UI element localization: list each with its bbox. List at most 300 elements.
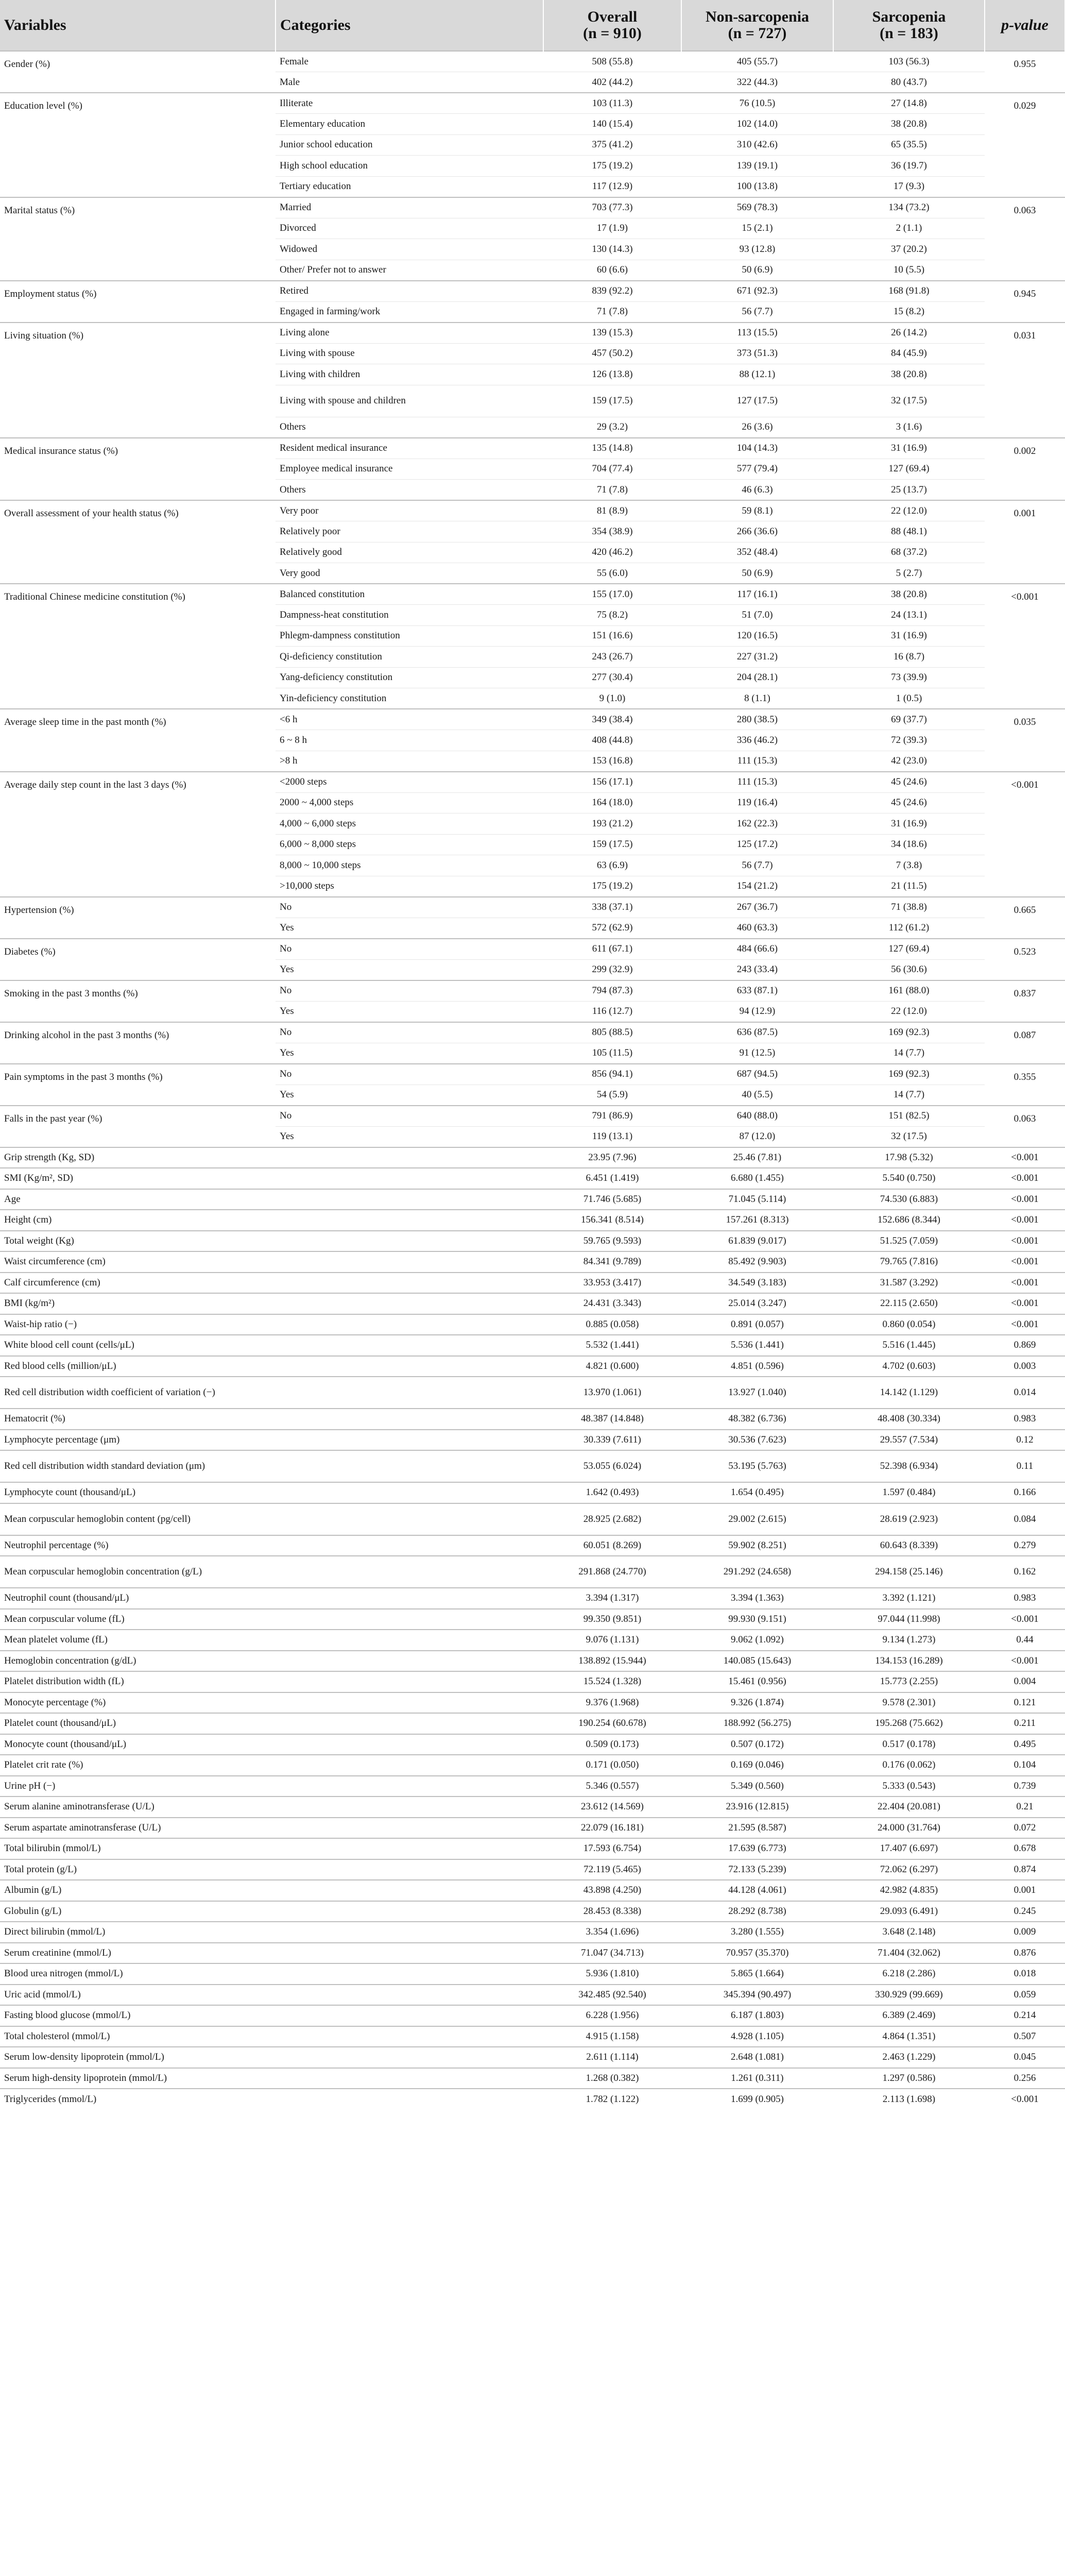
variable-name: Education level (%) (0, 93, 276, 197)
value-overall: 0.509 (0.173) (543, 1734, 681, 1755)
value-sarc: 71.404 (32.062) (833, 1943, 985, 1964)
value-sarc: 32 (17.5) (833, 1126, 985, 1147)
p-value: <0.001 (985, 1314, 1065, 1335)
p-value: <0.001 (985, 584, 1065, 709)
value-non: 48.382 (6.736) (681, 1409, 833, 1430)
value-non: 56 (7.7) (681, 301, 833, 323)
category-label: Others (276, 480, 543, 501)
variable-name: Red cell distribution width standard deviation (μm) (0, 1450, 543, 1482)
value-sarc: 72.062 (6.297) (833, 1859, 985, 1880)
category-label: 8,000 ~ 10,000 steps (276, 855, 543, 876)
value-overall: 156.341 (8.514) (543, 1210, 681, 1231)
value-overall: 13.970 (1.061) (543, 1377, 681, 1409)
value-non: 373 (51.3) (681, 343, 833, 364)
value-sarc: 31.587 (3.292) (833, 1273, 985, 1294)
category-label: Illiterate (276, 93, 543, 114)
category-label: Living alone (276, 323, 543, 344)
value-sarc: 24 (13.1) (833, 605, 985, 626)
value-non: 125 (17.2) (681, 834, 833, 855)
category-label: Living with children (276, 364, 543, 385)
variable-name: Serum high-density lipoprotein (mmol/L) (0, 2068, 543, 2089)
table-row (0, 1755, 1065, 1776)
p-value: 0.507 (985, 2026, 1065, 2047)
p-value: 0.739 (985, 1776, 1065, 1797)
table-row (0, 980, 1065, 1002)
table-row (0, 2026, 1065, 2047)
table-row (0, 1630, 1065, 1651)
table-row (0, 1409, 1065, 1430)
category-label: 6,000 ~ 8,000 steps (276, 834, 543, 855)
category-label: Elementary education (276, 114, 543, 135)
value-overall: 805 (88.5) (543, 1022, 681, 1043)
value-overall: 140 (15.4) (543, 114, 681, 135)
table-row (0, 1314, 1065, 1335)
value-non: 640 (88.0) (681, 1106, 833, 1127)
value-overall: 839 (92.2) (543, 281, 681, 302)
p-value: 0.678 (985, 1838, 1065, 1859)
category-label: Yin-deficiency constitution (276, 688, 543, 709)
value-non: 267 (36.7) (681, 897, 833, 918)
variable-name: Serum aspartate aminotransferase (U/L) (0, 1818, 543, 1839)
value-non: 280 (38.5) (681, 709, 833, 730)
value-overall: 23.95 (7.96) (543, 1147, 681, 1168)
variable-name: SMI (Kg/m², SD) (0, 1168, 543, 1189)
category-label: Yes (276, 918, 543, 939)
table-row (0, 93, 1065, 114)
p-value: 0.945 (985, 281, 1065, 323)
value-overall: 71.746 (5.685) (543, 1189, 681, 1210)
value-overall: 130 (14.3) (543, 239, 681, 260)
value-sarc: 169 (92.3) (833, 1064, 985, 1085)
value-sarc: 42 (23.0) (833, 751, 985, 772)
p-value: 0.983 (985, 1588, 1065, 1609)
p-value: <0.001 (985, 1609, 1065, 1630)
p-value: <0.001 (985, 1168, 1065, 1189)
header-sarcopenia: Sarcopenia (n = 183) (833, 0, 985, 51)
category-label: Resident medical insurance (276, 438, 543, 459)
category-label: Phlegm-dampness constitution (276, 625, 543, 647)
value-non: 85.492 (9.903) (681, 1251, 833, 1273)
value-non: 154 (21.2) (681, 876, 833, 897)
variable-name: Average sleep time in the past month (%) (0, 709, 276, 772)
variable-name: Albumin (g/L) (0, 1880, 543, 1901)
variable-name: Mean corpuscular hemoglobin content (pg/cell) (0, 1503, 543, 1535)
value-sarc: 36 (19.7) (833, 156, 985, 177)
p-value: 0.11 (985, 1450, 1065, 1482)
table-row (0, 1588, 1065, 1609)
value-overall: 9.076 (1.131) (543, 1630, 681, 1651)
variable-name: Pain symptoms in the past 3 months (%) (0, 1064, 276, 1106)
value-sarc: 42.982 (4.835) (833, 1880, 985, 1901)
value-overall: 29 (3.2) (543, 417, 681, 438)
table-row (0, 1231, 1065, 1252)
value-sarc: 74.530 (6.883) (833, 1189, 985, 1210)
value-sarc: 37 (20.2) (833, 239, 985, 260)
variable-name: Blood urea nitrogen (mmol/L) (0, 1963, 543, 1985)
value-non: 50 (6.9) (681, 563, 833, 584)
variable-name: Mean platelet volume (fL) (0, 1630, 543, 1651)
p-value: <0.001 (985, 1651, 1065, 1672)
value-sarc: 17.98 (5.32) (833, 1147, 985, 1168)
category-label: No (276, 1022, 543, 1043)
value-overall: 60.051 (8.269) (543, 1535, 681, 1556)
p-value: <0.001 (985, 772, 1065, 897)
p-value: 0.001 (985, 500, 1065, 584)
value-overall: 55 (6.0) (543, 563, 681, 584)
value-sarc: 45 (24.6) (833, 792, 985, 814)
variable-name: Total weight (Kg) (0, 1231, 543, 1252)
value-sarc: 29.557 (7.534) (833, 1430, 985, 1451)
value-overall: 72.119 (5.465) (543, 1859, 681, 1880)
value-non: 6.187 (1.803) (681, 2005, 833, 2026)
value-sarc: 5.516 (1.445) (833, 1335, 985, 1356)
variable-name: Mean corpuscular volume (fL) (0, 1609, 543, 1630)
value-non: 671 (92.3) (681, 281, 833, 302)
value-non: 157.261 (8.313) (681, 1210, 833, 1231)
value-sarc: 31 (16.9) (833, 438, 985, 459)
variable-name: Waist circumference (cm) (0, 1251, 543, 1273)
category-label: Yes (276, 959, 543, 980)
category-label: Female (276, 51, 543, 72)
variable-name: Diabetes (%) (0, 939, 276, 980)
category-label: Junior school education (276, 134, 543, 156)
value-overall: 349 (38.4) (543, 709, 681, 730)
value-non: 51 (7.0) (681, 605, 833, 626)
value-non: 104 (14.3) (681, 438, 833, 459)
value-overall: 43.898 (4.250) (543, 1880, 681, 1901)
value-non: 21.595 (8.587) (681, 1818, 833, 1839)
value-sarc: 5 (2.7) (833, 563, 985, 584)
p-value: 0.104 (985, 1755, 1065, 1776)
category-label: Divorced (276, 218, 543, 239)
value-non: 266 (36.6) (681, 521, 833, 543)
p-value: 0.12 (985, 1430, 1065, 1451)
category-label: Yes (276, 1043, 543, 1064)
value-sarc: 84 (45.9) (833, 343, 985, 364)
value-non: 687 (94.5) (681, 1064, 833, 1085)
value-sarc: 14.142 (1.129) (833, 1377, 985, 1409)
value-sarc: 103 (56.3) (833, 51, 985, 72)
value-non: 91 (12.5) (681, 1043, 833, 1064)
category-label: Employee medical insurance (276, 459, 543, 480)
p-value: 0.983 (985, 1409, 1065, 1430)
value-sarc: 29.093 (6.491) (833, 1901, 985, 1922)
variable-name: Red cell distribution width coefficient of variation (−) (0, 1377, 543, 1409)
variable-name: Monocyte count (thousand/μL) (0, 1734, 543, 1755)
value-overall: 6.228 (1.956) (543, 2005, 681, 2026)
value-sarc: 112 (61.2) (833, 918, 985, 939)
value-non: 72.133 (5.239) (681, 1859, 833, 1880)
table-row (0, 1859, 1065, 1880)
variable-name: Lymphocyte percentage (μm) (0, 1430, 543, 1451)
value-non: 87 (12.0) (681, 1126, 833, 1147)
value-sarc: 6.218 (2.286) (833, 1963, 985, 1985)
table-row (0, 1356, 1065, 1377)
p-value: 0.031 (985, 323, 1065, 438)
p-value: 0.21 (985, 1797, 1065, 1818)
value-overall: 138.892 (15.944) (543, 1651, 681, 1672)
value-non: 113 (15.5) (681, 323, 833, 344)
value-overall: 15.524 (1.328) (543, 1671, 681, 1692)
value-overall: 126 (13.8) (543, 364, 681, 385)
table-body (0, 51, 1065, 2110)
value-non: 25.014 (3.247) (681, 1293, 833, 1314)
value-sarc: 22 (12.0) (833, 500, 985, 521)
value-sarc: 22 (12.0) (833, 1001, 985, 1022)
value-non: 99.930 (9.151) (681, 1609, 833, 1630)
value-sarc: 15 (8.2) (833, 301, 985, 323)
value-non: 56 (7.7) (681, 855, 833, 876)
value-overall: 0.885 (0.058) (543, 1314, 681, 1335)
value-overall: 291.868 (24.770) (543, 1556, 681, 1588)
value-sarc: 31 (16.9) (833, 625, 985, 647)
value-non: 460 (63.3) (681, 918, 833, 939)
value-sarc: 79.765 (7.816) (833, 1251, 985, 1273)
value-non: 127 (17.5) (681, 385, 833, 417)
value-sarc: 0.860 (0.054) (833, 1314, 985, 1335)
p-value: <0.001 (985, 1147, 1065, 1168)
value-overall: 402 (44.2) (543, 72, 681, 93)
p-value: 0.162 (985, 1556, 1065, 1588)
value-non: 9.062 (1.092) (681, 1630, 833, 1651)
variable-name: Height (cm) (0, 1210, 543, 1231)
variable-name: Employment status (%) (0, 281, 276, 323)
category-label: Male (276, 72, 543, 93)
value-overall: 60 (6.6) (543, 260, 681, 281)
variable-name: White blood cell count (cells/μL) (0, 1335, 543, 1356)
value-sarc: 65 (35.5) (833, 134, 985, 156)
value-non: 15 (2.1) (681, 218, 833, 239)
table-row (0, 281, 1065, 302)
category-label: Others (276, 417, 543, 438)
value-non: 227 (31.2) (681, 647, 833, 668)
variable-name: Platelet count (thousand/μL) (0, 1713, 543, 1734)
table-row (0, 1776, 1065, 1797)
p-value: 0.018 (985, 1963, 1065, 1985)
value-overall: 1.268 (0.382) (543, 2068, 681, 2089)
value-non: 577 (79.4) (681, 459, 833, 480)
value-overall: 99.350 (9.851) (543, 1609, 681, 1630)
value-sarc: 34 (18.6) (833, 834, 985, 855)
value-sarc: 16 (8.7) (833, 647, 985, 668)
value-overall: 794 (87.3) (543, 980, 681, 1002)
value-non: 28.292 (8.738) (681, 1901, 833, 1922)
value-overall: 33.953 (3.417) (543, 1273, 681, 1294)
value-non: 29.002 (2.615) (681, 1503, 833, 1535)
value-overall: 190.254 (60.678) (543, 1713, 681, 1734)
value-sarc: 169 (92.3) (833, 1022, 985, 1043)
value-sarc: 3.392 (1.121) (833, 1588, 985, 1609)
value-overall: 193 (21.2) (543, 814, 681, 835)
value-overall: 856 (94.1) (543, 1064, 681, 1085)
category-label: Yes (276, 1001, 543, 1022)
value-non: 50 (6.9) (681, 260, 833, 281)
category-label: Engaged in farming/work (276, 301, 543, 323)
variable-name: Traditional Chinese medicine constitution (%) (0, 584, 276, 709)
variable-name: Falls in the past year (%) (0, 1106, 276, 1147)
value-overall: 159 (17.5) (543, 834, 681, 855)
value-non: 59.902 (8.251) (681, 1535, 833, 1556)
table-row (0, 2005, 1065, 2026)
value-non: 345.394 (90.497) (681, 1985, 833, 2006)
variable-name: Medical insurance status (%) (0, 438, 276, 501)
p-value: <0.001 (985, 1231, 1065, 1252)
value-overall: 4.821 (0.600) (543, 1356, 681, 1377)
table-row (0, 197, 1065, 218)
table-row (0, 1985, 1065, 2006)
table-row (0, 1797, 1065, 1818)
value-sarc: 22.115 (2.650) (833, 1293, 985, 1314)
value-overall: 103 (11.3) (543, 93, 681, 114)
category-label: No (276, 1064, 543, 1085)
value-overall: 243 (26.7) (543, 647, 681, 668)
value-overall: 151 (16.6) (543, 625, 681, 647)
variable-name: Platelet crit rate (%) (0, 1755, 543, 1776)
value-non: 15.461 (0.956) (681, 1671, 833, 1692)
value-overall: 116 (12.7) (543, 1001, 681, 1022)
header-non-sarcopenia: Non-sarcopenia (n = 727) (681, 0, 833, 51)
value-sarc: 9.134 (1.273) (833, 1630, 985, 1651)
category-label: Other/ Prefer not to answer (276, 260, 543, 281)
table-row (0, 1430, 1065, 1451)
variable-name: Average daily step count in the last 3 days (%) (0, 772, 276, 897)
value-sarc: 26 (14.2) (833, 323, 985, 344)
value-overall: 159 (17.5) (543, 385, 681, 417)
value-overall: 17.593 (6.754) (543, 1838, 681, 1859)
value-non: 13.927 (1.040) (681, 1377, 833, 1409)
p-value: 0.001 (985, 1880, 1065, 1901)
value-overall: 1.642 (0.493) (543, 1482, 681, 1503)
variable-name: Neutrophil count (thousand/μL) (0, 1588, 543, 1609)
variable-name: Red blood cells (million/μL) (0, 1356, 543, 1377)
value-sarc: 38 (20.8) (833, 584, 985, 605)
category-label: Living with spouse and children (276, 385, 543, 417)
value-sarc: 17.407 (6.697) (833, 1838, 985, 1859)
value-sarc: 330.929 (99.669) (833, 1985, 985, 2006)
value-overall: 572 (62.9) (543, 918, 681, 939)
variable-name: Drinking alcohol in the past 3 months (%) (0, 1022, 276, 1064)
p-value: 0.029 (985, 93, 1065, 197)
value-sarc: 31 (16.9) (833, 814, 985, 835)
value-overall: 30.339 (7.611) (543, 1430, 681, 1451)
value-sarc: 97.044 (11.998) (833, 1609, 985, 1630)
category-label: No (276, 1106, 543, 1127)
variable-name: Serum creatinine (mmol/L) (0, 1943, 543, 1964)
table-row (0, 1251, 1065, 1273)
table-row (0, 1377, 1065, 1409)
table-row (0, 1671, 1065, 1692)
value-overall: 71 (7.8) (543, 301, 681, 323)
p-value: 0.869 (985, 1335, 1065, 1356)
variable-name: Total cholesterol (mmol/L) (0, 2026, 543, 2047)
table-row (0, 1922, 1065, 1943)
value-sarc: 195.268 (75.662) (833, 1713, 985, 1734)
category-label: No (276, 897, 543, 918)
value-non: 23.916 (12.815) (681, 1797, 833, 1818)
value-non: 0.507 (0.172) (681, 1734, 833, 1755)
value-non: 3.394 (1.363) (681, 1588, 833, 1609)
p-value: <0.001 (985, 1293, 1065, 1314)
table-row (0, 2047, 1065, 2068)
header-variables: Variables (0, 0, 276, 51)
variable-name: Overall assessment of your health status (%) (0, 500, 276, 584)
value-sarc: 10 (5.5) (833, 260, 985, 281)
category-label: 6 ~ 8 h (276, 730, 543, 751)
value-sarc: 48.408 (30.334) (833, 1409, 985, 1430)
p-value: 0.003 (985, 1356, 1065, 1377)
p-value: 0.495 (985, 1734, 1065, 1755)
table-row (0, 1335, 1065, 1356)
value-overall: 408 (44.8) (543, 730, 681, 751)
category-label: Very good (276, 563, 543, 584)
value-overall: 3.354 (1.696) (543, 1922, 681, 1943)
value-non: 162 (22.3) (681, 814, 833, 835)
p-value: <0.001 (985, 2089, 1065, 2110)
value-sarc: 9.578 (2.301) (833, 1692, 985, 1714)
variable-name: Total protein (g/L) (0, 1859, 543, 1880)
variable-name: Grip strength (Kg, SD) (0, 1147, 543, 1168)
table-row (0, 1535, 1065, 1556)
value-sarc: 14 (7.7) (833, 1084, 985, 1106)
value-non: 111 (15.3) (681, 751, 833, 772)
variable-name: Fasting blood glucose (mmol/L) (0, 2005, 543, 2026)
table-row (0, 1147, 1065, 1168)
value-overall: 3.394 (1.317) (543, 1588, 681, 1609)
p-value: 0.214 (985, 2005, 1065, 2026)
variable-name: Calf circumference (cm) (0, 1273, 543, 1294)
value-non: 71.045 (5.114) (681, 1189, 833, 1210)
table-row (0, 500, 1065, 521)
value-non: 1.654 (0.495) (681, 1482, 833, 1503)
value-sarc: 73 (39.9) (833, 667, 985, 688)
value-sarc: 88 (48.1) (833, 521, 985, 543)
value-non: 188.992 (56.275) (681, 1713, 833, 1734)
category-label: High school education (276, 156, 543, 177)
table-row (0, 1556, 1065, 1588)
p-value: 0.087 (985, 1022, 1065, 1064)
variable-name: Hemoglobin concentration (g/dL) (0, 1651, 543, 1672)
value-non: 5.536 (1.441) (681, 1335, 833, 1356)
table-row (0, 1106, 1065, 1127)
p-value: 0.837 (985, 980, 1065, 1022)
value-non: 102 (14.0) (681, 114, 833, 135)
table-row (0, 1692, 1065, 1714)
value-sarc: 161 (88.0) (833, 980, 985, 1002)
value-sarc: 1.597 (0.484) (833, 1482, 985, 1503)
table-row (0, 1450, 1065, 1482)
value-sarc: 32 (17.5) (833, 385, 985, 417)
value-sarc: 6.389 (2.469) (833, 2005, 985, 2026)
value-sarc: 25 (13.7) (833, 480, 985, 501)
value-sarc: 151 (82.5) (833, 1106, 985, 1127)
value-sarc: 134.153 (16.289) (833, 1651, 985, 1672)
value-overall: 117 (12.9) (543, 176, 681, 197)
table-row (0, 1168, 1065, 1189)
header-p-value: p-value (985, 0, 1065, 51)
value-overall: 299 (32.9) (543, 959, 681, 980)
value-non: 44.128 (4.061) (681, 1880, 833, 1901)
category-label: Yes (276, 1084, 543, 1106)
value-overall: 5.936 (1.810) (543, 1963, 681, 1985)
value-sarc: 2.463 (1.229) (833, 2047, 985, 2068)
table-row (0, 1022, 1065, 1043)
value-overall: 4.915 (1.158) (543, 2026, 681, 2047)
value-overall: 63 (6.9) (543, 855, 681, 876)
table-row (0, 51, 1065, 72)
value-overall: 28.453 (8.338) (543, 1901, 681, 1922)
category-label: Tertiary education (276, 176, 543, 197)
value-non: 633 (87.1) (681, 980, 833, 1002)
